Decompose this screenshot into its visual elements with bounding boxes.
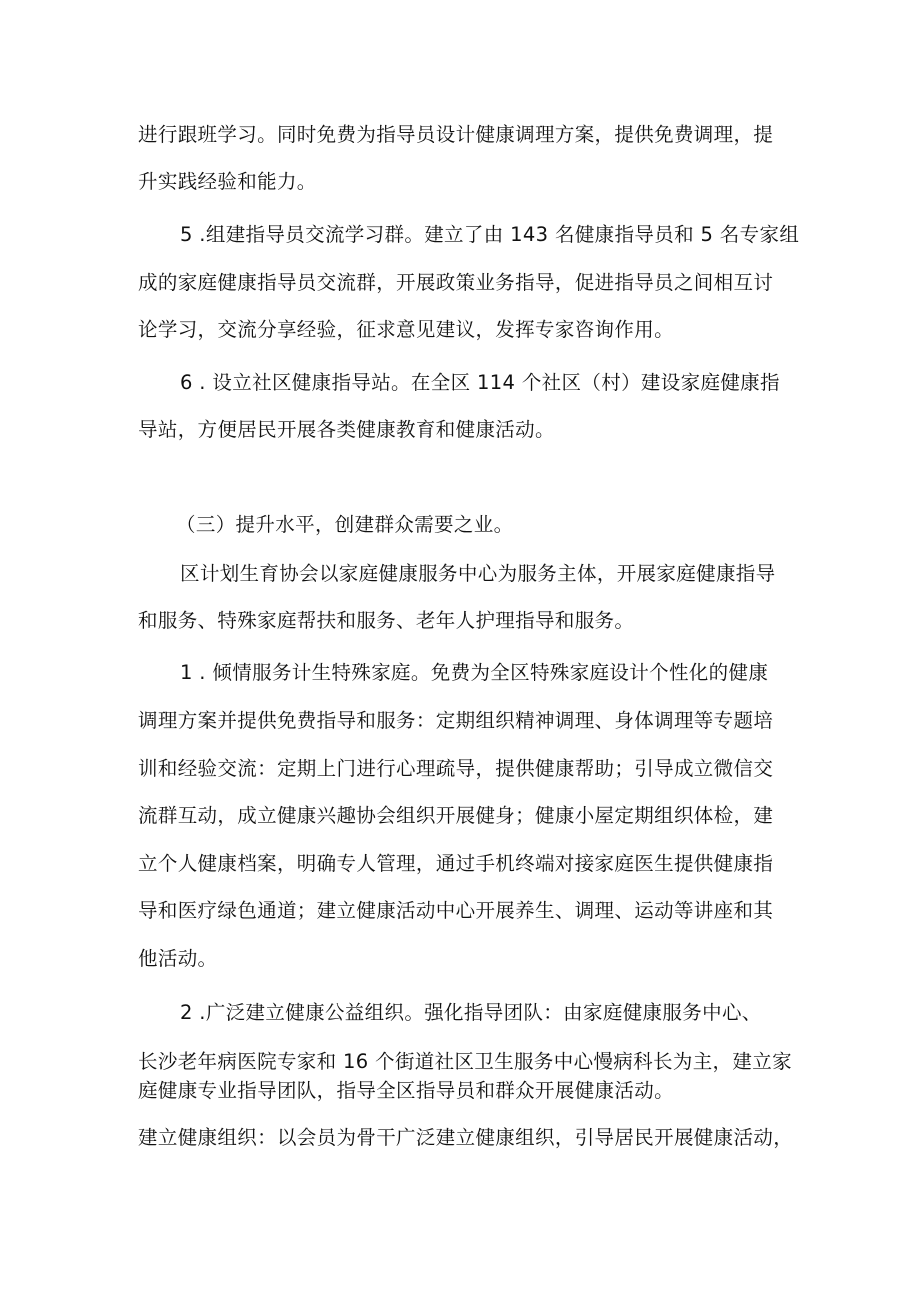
list-item-6-line: 6 . 设立社区健康指导站。在全区 114 个社区（村）建设家庭健康指: [180, 371, 780, 394]
list-item-2-line: 2 .广泛建立健康公益组织。强化指导团队：由家庭健康服务中心、: [180, 1001, 762, 1024]
body-text-line: 长沙老年病医院专家和 16 个街道社区卫生服务中心慢病科长为主，建立家: [138, 1050, 792, 1073]
body-text-line: 论学习，交流分享经验，征求意见建议，发挥专家咨询作用。: [138, 318, 674, 341]
body-text-line: 导站，方便居民开展各类健康教育和健康活动。: [138, 418, 555, 441]
body-text-line: 区计划生育协会以家庭健康服务中心为服务主体，开展家庭健康指导: [180, 562, 776, 585]
body-text-line: 他活动。: [138, 947, 218, 970]
body-text-line: 建立健康组织：以会员为骨干广泛建立健康组织，引导居民开展健康活动，: [138, 1126, 794, 1149]
section-heading: （三）提升水平，创建群众需要之业。: [176, 513, 514, 536]
body-text-line: 立个人健康档案，明确专人管理，通过手机终端对接家庭医生提供健康指: [138, 852, 774, 875]
list-item-5-line: 5 .组建指导员交流学习群。建立了由 143 名健康指导员和 5 名专家组: [180, 223, 800, 246]
body-text-line: 和服务、特殊家庭帮扶和服务、老年人护理指导和服务。: [138, 609, 635, 632]
body-text-line: 训和经验交流：定期上门进行心理疏导，提供健康帮助；引导成立微信交: [138, 757, 774, 780]
body-text-line: 成的家庭健康指导员交流群，开展政策业务指导，促进指导员之间相互讨: [138, 271, 774, 294]
body-text-line: 进行跟班学习。同时免费为指导员设计健康调理方案，提供免费调理，提: [138, 123, 774, 146]
body-text-line: 升实践经验和能力。: [138, 170, 317, 193]
body-text-line: 流群互动，成立健康兴趣协会组织开展健身；健康小屋定期组织体检，建: [138, 804, 774, 827]
body-text-line: 调理方案并提供免费指导和服务：定期组织精神调理、身体调理等专题培: [138, 709, 774, 732]
body-text-line: 导和医疗绿色通道；建立健康活动中心开展养生、调理、运动等讲座和其: [138, 899, 774, 922]
list-item-1-line: 1 . 倾情服务计生特殊家庭。免费为全区特殊家庭设计个性化的健康: [180, 661, 769, 684]
body-text-line: 庭健康专业指导团队，指导全区指导员和群众开展健康活动。: [138, 1079, 674, 1102]
